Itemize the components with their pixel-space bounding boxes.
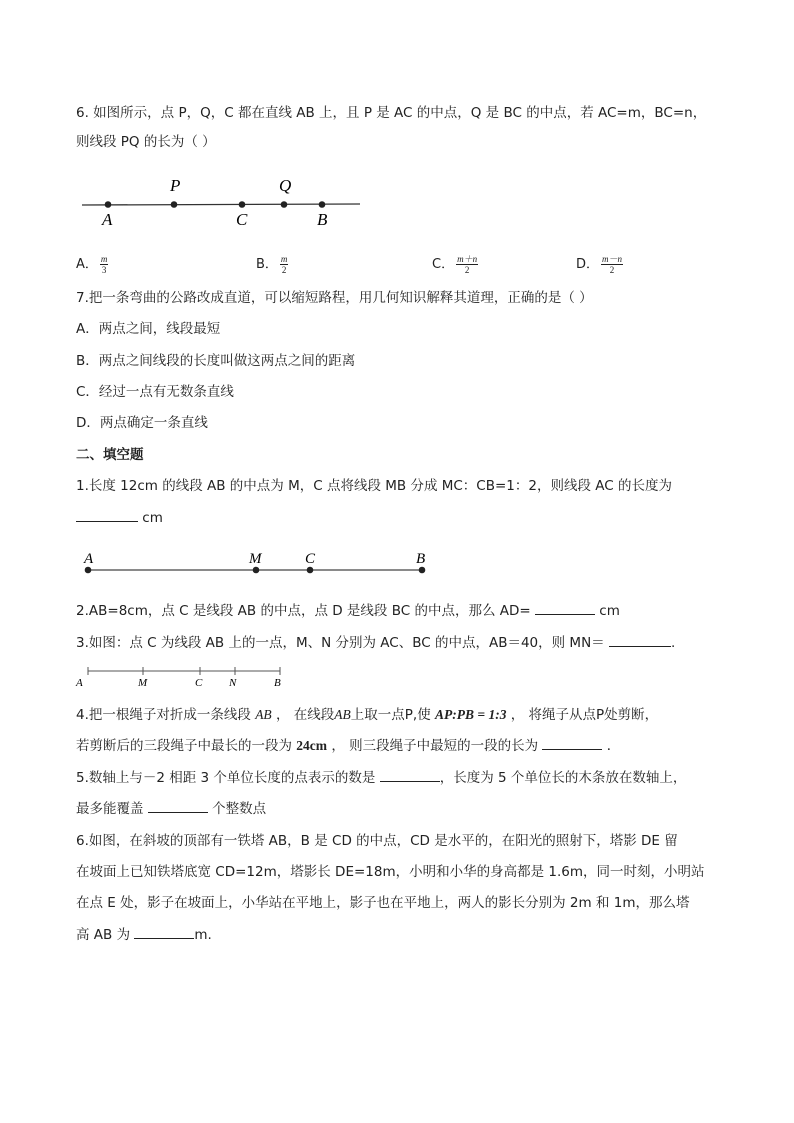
f2-unit: cm <box>599 603 620 619</box>
q6-option-d-fraction: $\frac{m-n}{2}$ <box>602 254 623 275</box>
f3-label-c: C <box>195 677 203 689</box>
f4-end: ． <box>606 738 621 754</box>
f1-point-a <box>85 567 92 574</box>
f4-stem-line2 <box>76 737 620 755</box>
q6-option-b-fraction: $\frac{m}{2}$ <box>280 254 288 275</box>
f6-stem-line1: 6.如图，在斜坡的顶部有一铁塔 AB，B 是 CD 的中点，CD 是水平的，在阳光的照射下，塔影 DE 留 <box>76 833 678 849</box>
q6-stem-line2: 则线段 PQ 的长为（ ） <box>76 134 216 150</box>
q6-option-a-fraction: $\frac{m}{3}$ <box>100 254 108 275</box>
f5-text-part3: 最多能覆盖 <box>76 801 144 817</box>
f5-answer-blank-1[interactable] <box>380 769 440 782</box>
f1-label-c: C <box>305 551 316 567</box>
f2-stem <box>76 602 620 620</box>
q7-stem: 7.把一条弯曲的公路改成直道，可以缩短路程，用几何知识解释其道理，正确的是（ ） <box>76 290 593 306</box>
f3-label-a: A <box>76 677 83 689</box>
f3-end: . <box>670 635 676 651</box>
f4-ratio: AP:PB = 1:3 <box>435 707 507 722</box>
f1-point-b <box>419 567 426 574</box>
f1-label-b: B <box>416 551 426 567</box>
f1-stem-line2 <box>76 509 163 527</box>
f6-stem-line4 <box>76 926 212 944</box>
f6-stem-line3: 在点 E 处，影子在坡面上，小华站在平地上，影子也在平地上，两人的影长分别为 2m 和 1m，那么塔 <box>76 895 690 911</box>
q7-option-d[interactable]: D．两点确定一条直线 <box>76 415 208 431</box>
f3-text: 3.如图：点 C 为线段 AB 上的一点，M、N 分别为 AC、BC 的中点，AB＝40，则 MN＝ <box>76 635 605 651</box>
f6-text-part2: m. <box>194 927 212 943</box>
q6-point-p <box>171 201 178 208</box>
f1-figure <box>78 548 438 588</box>
q6-option-d[interactable] <box>576 253 623 275</box>
q6-label-a: A <box>102 210 113 229</box>
f4-segment-ab-2: AB <box>334 707 351 722</box>
q6-option-d-prefix: D． <box>576 257 600 272</box>
section-title: 二、填空题 <box>76 447 144 463</box>
f1-answer-blank[interactable] <box>76 509 138 522</box>
q6-point-q <box>281 201 288 208</box>
f5-text-part2: ，长度为 5 个单位长的木条放在数轴上， <box>439 770 687 786</box>
q6-label-p: P <box>170 176 181 195</box>
f4-text-part4: ， 将绳子从点P处剪断， <box>510 707 659 723</box>
q6-option-a-prefix: A． <box>76 257 98 272</box>
q6-point-c <box>239 201 246 208</box>
f1-point-m <box>253 567 260 574</box>
q7-option-a[interactable]: A．两点之间，线段最短 <box>76 321 221 337</box>
f5-text-part1: 5.数轴上与－2 相距 3 个单位长度的点表示的数是 <box>76 770 376 786</box>
f1-point-c <box>307 567 314 574</box>
f3-figure <box>76 664 296 692</box>
f3-label-m: M <box>138 677 148 689</box>
f4-text-part1: 4.把一根绳子对折成一条线段 <box>76 707 251 723</box>
q6-label-q: Q <box>279 176 292 195</box>
q6-option-a[interactable] <box>76 253 108 275</box>
q6-figure <box>78 172 368 232</box>
q7-option-c[interactable]: C．经过一点有无数条直线 <box>76 384 234 400</box>
q6-label-c: C <box>236 210 248 229</box>
f4-length: 24cm <box>296 738 328 753</box>
f3-stem <box>76 634 675 652</box>
f4-text-part6: ， 则三段绳子中最短的一段的长为 <box>331 738 539 754</box>
q6-point-b <box>319 201 326 208</box>
f2-answer-blank[interactable] <box>535 602 595 615</box>
f1-label-m: M <box>249 551 262 567</box>
f6-stem-line2: 在坡面上已知铁塔底宽 CD=12m，塔影长 DE=18m，小明和小华的身高都是 1.6m，同一时刻，小明站 <box>76 864 705 880</box>
f4-answer-blank[interactable] <box>542 737 602 750</box>
q7-option-b[interactable]: B．两点之间线段的长度叫做这两点之间的距离 <box>76 353 356 369</box>
q6-point-a <box>105 201 112 208</box>
q6-option-c-fraction: $\frac{m+n}{2}$ <box>457 254 478 275</box>
f3-label-b: B <box>274 677 281 689</box>
f2-text: 2.AB=8cm，点 C 是线段 AB 的中点，点 D 是线段 BC 的中点，那么 AD= <box>76 603 531 619</box>
f4-text-part3: 上取一点P,使 <box>350 707 431 723</box>
f1-label-a: A <box>84 551 94 567</box>
f5-text-part4: 个整数点 <box>212 801 267 817</box>
f5-stem-line2 <box>76 800 266 818</box>
f3-answer-blank[interactable] <box>609 634 671 647</box>
f1-unit: cm <box>142 510 163 526</box>
q6-label-b: B <box>317 210 328 229</box>
f5-stem-line1 <box>76 769 686 787</box>
q6-option-c-prefix: C． <box>432 257 455 272</box>
f6-text-part1: 高 AB 为 <box>76 927 131 943</box>
f3-label-n: N <box>229 677 237 689</box>
f4-text-part2: ， 在线段 <box>275 707 335 723</box>
q6-stem-line1: 6. 如图所示，点 P，Q，C 都在直线 AB 上，且 P 是 AC 的中点，Q 是 BC 的中点，若 AC=m，BC=n， <box>76 105 707 121</box>
f4-text-part5: 若剪断后的三段绳子中最长的一段为 <box>76 738 292 754</box>
q6-option-b-prefix: B． <box>256 257 278 272</box>
f1-stem-line1: 1.长度 12cm 的线段 AB 的中点为 M，C 点将线段 MB 分成 MC：CB=1：2，则线段 AC 的长度为 <box>76 478 672 494</box>
q6-option-b[interactable] <box>256 253 288 275</box>
f4-stem-line1 <box>76 706 658 724</box>
f4-segment-ab: AB <box>255 707 272 722</box>
q6-option-c[interactable] <box>432 253 478 275</box>
f5-answer-blank-2[interactable] <box>148 800 208 813</box>
f6-answer-blank[interactable] <box>134 926 194 939</box>
